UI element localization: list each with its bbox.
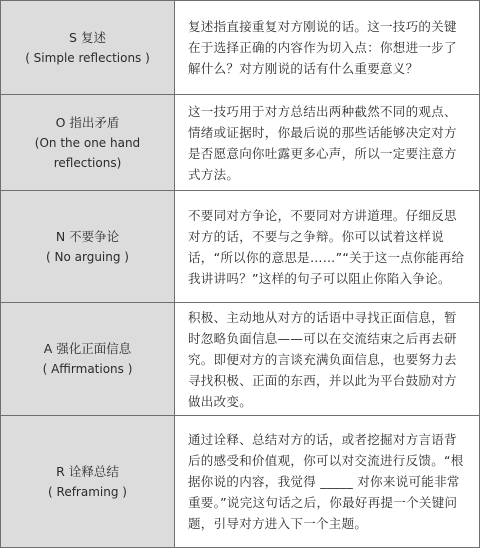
term-cell-a: [1, 303, 175, 416]
term-chinese: N 不要争论: [55, 228, 120, 244]
term-chinese: A 强化正面信息: [43, 341, 132, 356]
term-english: ( Simple reflections ): [25, 50, 150, 65]
term-cell-n: [1, 191, 175, 303]
description-cell-n: [175, 191, 479, 303]
term-cell-r: [1, 416, 175, 547]
description-text: 复述指直接重复对方刚说的话。这一技巧的关键在于选择正确的内容作为切入点：你想进一步了解什么？对方刚说的话有什么重要意义？: [188, 19, 457, 76]
description-text: 积极、主动地从对方的话语中寻找正面信息，暂时忽略负面信息——可以在交流结束之后再去研究。即便对方的言谈充满负面信息，也要努力去寻找积极、正面的东西，并以此为平台鼓励对方做出改变。: [188, 309, 457, 409]
description-text: 这一技巧用于对方总结出两种截然不同的观点、情绪或证据时，你最后说的那些话能够决定对方是否愿意向你吐露更多心声，所以一定要注意方式方法。: [188, 103, 457, 182]
description-cell-s: [175, 1, 479, 95]
term-cell-s: [1, 1, 175, 95]
term-cell-o: [1, 95, 175, 191]
description-text: 通过诠释、总结对方的话，或者挖掘对方言语背后的感受和价值观，你可以对交流进行反馈。“根据你说的内容，我觉得 _____ 对你来说可能非常重要。”说完这句话之后，你最好再提一个关键问题，引导对方进入下一个主题。: [188, 432, 464, 531]
term-english: ( No arguing ): [46, 249, 129, 264]
term-english: ( Affirmations ): [42, 362, 133, 376]
description-text: 不要同对方争论，不要同对方讲道理。仔细反思对方的话，不要与之争辩。你可以试着这样说话，“所以你的意思是……”“关于这一点你能再给我讲讲吗？”这样的句子可以阻止你陷入争论。: [188, 207, 465, 286]
description-cell-o: [175, 95, 479, 191]
term-english: (On the one hand reflections): [34, 135, 141, 170]
term-chinese: S 复述: [69, 29, 106, 45]
description-cell-a: [175, 303, 479, 416]
description-cell-r: [175, 416, 479, 547]
term-english: ( Reframing ): [48, 484, 127, 499]
term-chinese: R 诠释总结: [56, 463, 119, 479]
term-chinese: O 指出矛盾: [55, 114, 120, 130]
